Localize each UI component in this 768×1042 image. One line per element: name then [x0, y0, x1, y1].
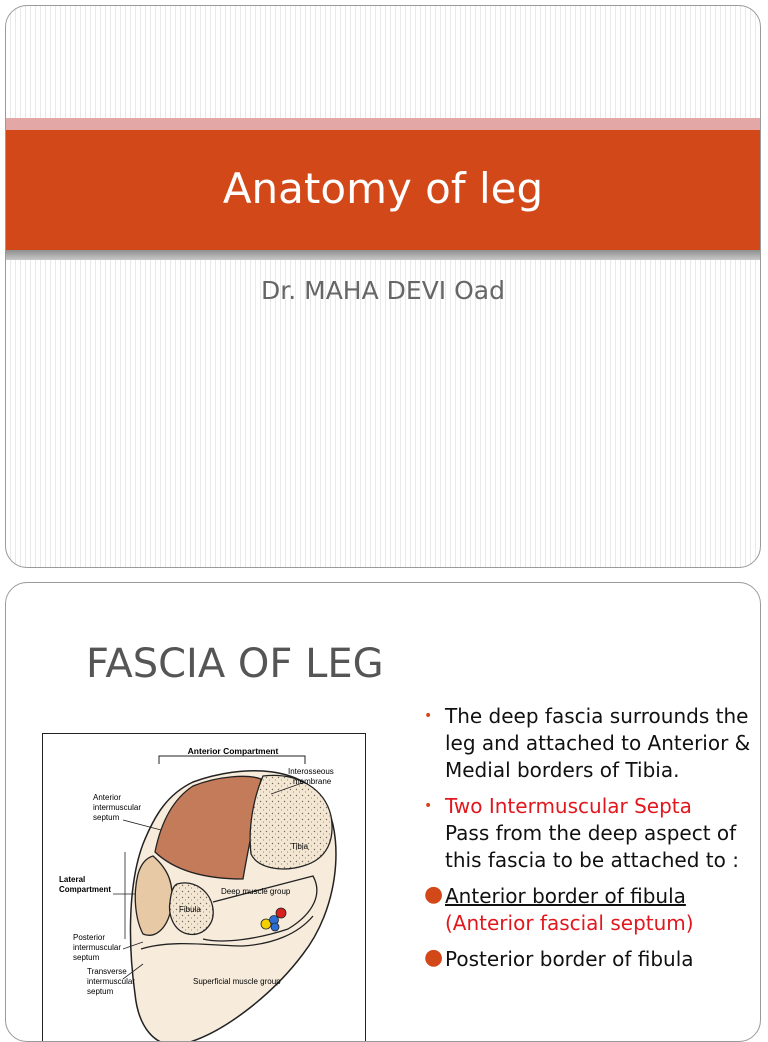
label-lateral-1: Lateral — [59, 875, 86, 884]
label-anterior-compartment: Anterior Compartment — [187, 746, 279, 756]
bullet-item — [424, 793, 754, 874]
bullet-text-underlined: Anterior border of fibula — [445, 884, 686, 908]
content-slide — [5, 582, 761, 1042]
bullet-text: Posterior border of fibula — [445, 947, 694, 971]
label-post-septum-3: septum — [73, 953, 100, 962]
cross-section-diagram — [43, 734, 365, 1042]
bullet-text-red: (Anterior fascial septum) — [445, 911, 694, 935]
bullet-circle-icon: ● — [424, 945, 444, 970]
label-ant-septum-3: septum — [93, 813, 120, 822]
label-ant-septum-2: intermuscular — [93, 803, 142, 812]
leg-cross-section-figure — [42, 733, 366, 1042]
title-slide — [5, 5, 761, 568]
bullet-item — [424, 946, 754, 973]
label-post-septum-1: Posterior — [73, 933, 106, 942]
title-band-shadow — [6, 250, 760, 260]
bullet-item — [424, 883, 754, 937]
slide-title: Anatomy of leg — [222, 164, 544, 213]
label-fibula: Fibula — [179, 905, 201, 914]
tibia-bone — [250, 775, 332, 868]
bullet-item — [424, 703, 754, 784]
label-ant-septum-1: Anterior — [93, 793, 122, 802]
label-interosseous-2: membrane — [293, 777, 332, 786]
label-superficial-group: Superficial muscle group — [193, 977, 281, 986]
bullet-circle-icon: ● — [424, 882, 444, 907]
bullet-text-red: Two Intermuscular Septa — [445, 794, 692, 818]
bullet-text: The deep fascia surrounds the leg and attached to Anterior & Medial borders of Tibia. — [445, 704, 751, 782]
label-tibia: Tibia — [291, 842, 309, 851]
label-post-septum-2: intermuscular — [73, 943, 122, 952]
bullet-dot-icon: • — [424, 708, 433, 724]
label-deep-group: Deep muscle group — [221, 887, 291, 896]
label-trans-septum-3: septum — [87, 987, 114, 996]
label-trans-septum-2: intermuscular — [87, 977, 136, 986]
slide-heading: FASCIA OF LEG — [86, 641, 384, 687]
label-lateral-2: Compartment — [59, 885, 112, 894]
bullet-dot-icon: • — [424, 798, 433, 814]
label-interosseous-1: Interosseous — [288, 767, 334, 776]
slide-subtitle: Dr. MAHA DEVI Oad — [261, 276, 505, 305]
bullet-text: Pass from the deep aspect of this fascia to be attached to : — [445, 821, 739, 872]
title-band-top — [6, 118, 760, 130]
label-trans-septum-1: Transverse — [87, 967, 127, 976]
anterior-compartment-region — [155, 776, 261, 879]
bullet-list — [424, 703, 754, 982]
